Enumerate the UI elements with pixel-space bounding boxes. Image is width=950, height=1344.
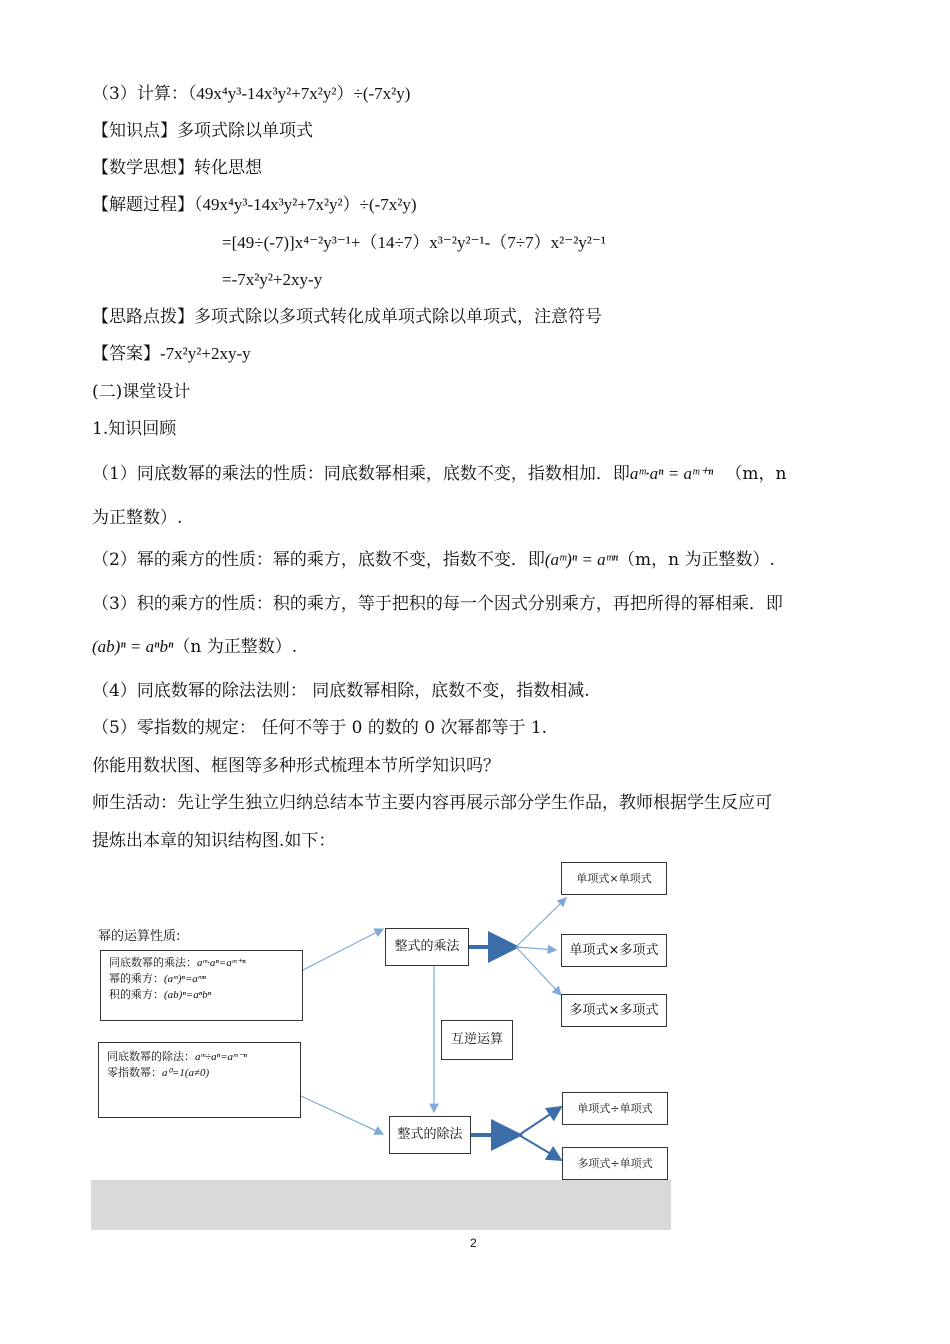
rule-formula: a⁰=1(a≠0) bbox=[162, 1067, 210, 1079]
power-rules-title: 幂的运算性质: bbox=[98, 929, 181, 944]
rule-quotient-same-base bbox=[107, 1049, 292, 1065]
mono-times-mono-node: 单项式×单项式 bbox=[561, 862, 667, 895]
review-item-5: （5）零指数的规定： 任何不等于 0 的数的 0 次幂都等于 1. bbox=[92, 718, 548, 738]
activity-line: 师生活动：先让学生独立归纳总结本节主要内容再展示部分学生作品，教师根据学生反应可 bbox=[92, 793, 772, 813]
rule-product-same-base bbox=[109, 955, 294, 971]
rule-formula: aᵐ÷aⁿ=aᵐ⁻ⁿ bbox=[195, 1051, 247, 1063]
review-3-formula: (ab)ⁿ = aⁿbⁿ bbox=[92, 637, 174, 656]
problem-3-prefix: （3）计算： bbox=[92, 84, 188, 104]
rule-label: 零指数幂： bbox=[107, 1066, 162, 1079]
rule-power-of-product bbox=[109, 987, 294, 1003]
question-line: 你能用数状图、框图等多种形式梳理本节所学知识吗？ bbox=[92, 756, 500, 776]
review-2-formula: (aᵐ)ⁿ = aᵐⁿ bbox=[544, 550, 619, 569]
review-1-tail: （m，n bbox=[725, 464, 787, 484]
inverse-operation-node: 互逆运算 bbox=[441, 1020, 513, 1060]
hint-line: 【思路点拨】多项式除以多项式转化成单项式除以单项式，注意符号 bbox=[92, 307, 602, 327]
polynomial-division-node: 整式的除法 bbox=[389, 1116, 471, 1154]
mono-times-poly-node: 单项式×多项式 bbox=[561, 934, 667, 967]
rule-formula: aᵐ·aⁿ=aᵐ⁺ⁿ bbox=[197, 957, 246, 969]
problem-3-line bbox=[92, 83, 410, 105]
answer-expression: -7x²y²+2xy-y bbox=[160, 344, 251, 363]
review-item-3-cont bbox=[92, 636, 297, 658]
rule-zero-exponent bbox=[107, 1065, 292, 1081]
poly-times-poly-node: 多项式×多项式 bbox=[561, 994, 667, 1027]
review-item-4: （4）同底数幂的除法法则： 同底数幂相除，底数不变，指数相减. bbox=[92, 681, 590, 701]
review-item-3: （3）积的乘方的性质：积的乘方，等于把积的每一个因式分别乘方，再把所得的幂相乘．即 bbox=[92, 594, 783, 614]
review-2-tail: （m，n 为正整数）. bbox=[618, 550, 775, 570]
division-rules-box bbox=[98, 1042, 301, 1118]
answer-line bbox=[92, 343, 251, 365]
section-heading: (二)课堂设计 bbox=[92, 382, 191, 402]
mono-div-mono-node: 单项式÷单项式 bbox=[562, 1092, 668, 1125]
knowledge-point: 【知识点】多项式除以单项式 bbox=[92, 121, 313, 141]
solution-step-1: （49x⁴y³-14x³y²+7x²y²）÷(-7x²y) bbox=[194, 195, 417, 214]
rule-label: 同底数幂的除法： bbox=[107, 1050, 195, 1063]
rule-label: 积的乘方： bbox=[109, 988, 164, 1001]
math-thought: 【数学思想】转化思想 bbox=[92, 158, 262, 178]
rule-formula: (ab)ⁿ=aⁿbⁿ bbox=[164, 989, 212, 1001]
rule-label: 幂的乘方： bbox=[109, 972, 164, 985]
review-item-2 bbox=[92, 549, 775, 571]
rule-formula: (aᵐ)ⁿ=aᵐⁿ bbox=[164, 973, 206, 985]
review-1-formula: aᵐ·aⁿ = aᵐ⁺ⁿ bbox=[629, 464, 714, 483]
review-2-text: （2）幂的乘方的性质：幂的乘方，底数不变，指数不变．即 bbox=[92, 550, 545, 570]
page-number: 2 bbox=[470, 1236, 477, 1250]
multiplication-rules-box bbox=[100, 950, 303, 1021]
subsection-heading: 1.知识回顾 bbox=[92, 419, 177, 439]
solution-prefix: 【解题过程】 bbox=[92, 195, 194, 215]
poly-div-mono-node: 多项式÷单项式 bbox=[562, 1147, 668, 1180]
review-item-1-cont: 为正整数）. bbox=[92, 508, 183, 528]
problem-3-expression: （49x⁴y³-14x³y²+7x²y²）÷(-7x²y) bbox=[187, 84, 411, 103]
review-1-text: （1）同底数幂的乘法的性质：同底数幂相乘，底数不变，指数相加．即 bbox=[92, 464, 630, 484]
solution-process-line bbox=[92, 194, 417, 216]
review-item-1 bbox=[92, 463, 787, 485]
activity-line-cont: 提炼出本章的知识结构图.如下： bbox=[92, 831, 336, 851]
solution-step-2: =[49÷(-7)]x⁴⁻²y³⁻¹+（14÷7）x³⁻²y²⁻¹-（7÷7）x²⁻²y²⁻¹ bbox=[222, 233, 606, 252]
polynomial-multiplication-node: 整式的乘法 bbox=[385, 928, 469, 966]
rule-label: 同底数幂的乘法： bbox=[109, 956, 197, 969]
answer-prefix: 【答案】 bbox=[92, 344, 160, 364]
rule-power-of-power bbox=[109, 971, 294, 987]
solution-step-3: =-7x²y²+2xy-y bbox=[222, 270, 323, 289]
review-3-tail: （n 为正整数）. bbox=[173, 637, 298, 657]
knowledge-structure-diagram bbox=[91, 860, 671, 1230]
